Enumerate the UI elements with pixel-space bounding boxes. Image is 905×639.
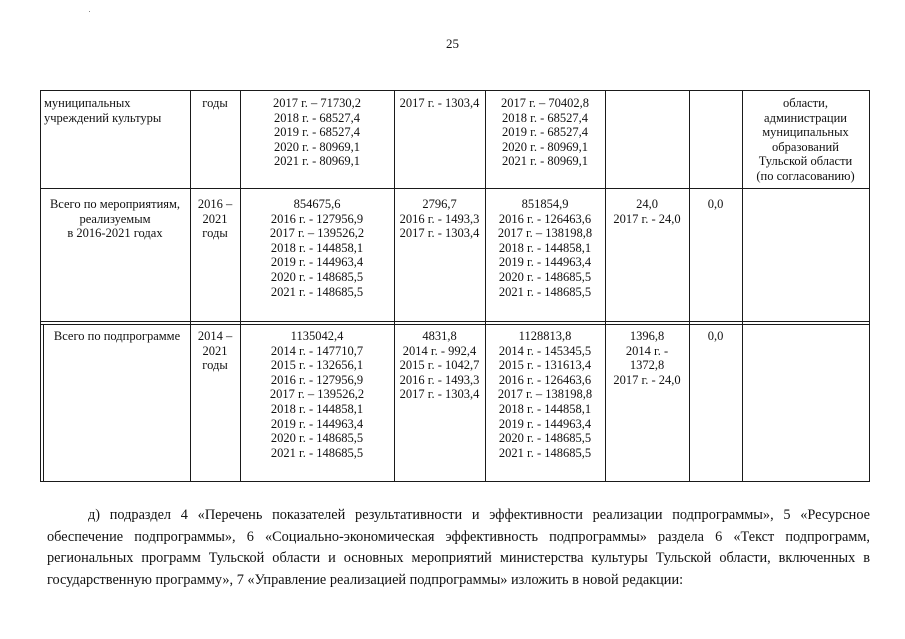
- table-rule: [689, 90, 690, 482]
- row1-regional: 2017 г. – 70402,8 2018 г. - 68527,4 2019 г. - 68527,4 2020 г. - 80969,1 2021 г. - 80969,1: [500, 96, 590, 169]
- paragraph-line: обеспечение подпрограммы», 6 «Социально-экономическая эффективность подпрограммы» раздела 6 «Текст подпрограмм,: [47, 528, 870, 545]
- table-rule: [40, 90, 870, 91]
- table-rule: [40, 90, 41, 482]
- funding-table: [40, 90, 870, 482]
- table-rule: [40, 481, 870, 482]
- scan-speck: [89, 11, 90, 12]
- row2-total: 854675,6 2016 г. - 127956,9 2017 г. – 139526,2 2018 г. - 144858,1 2019 г. - 144963,4 2020 г. - 148685,5 2021 г. - 148685,5: [269, 197, 365, 299]
- paragraph-line: государственную программу», 7 «Управление реализацией подпрограммы» изложить в новой редакции:: [47, 571, 684, 588]
- row3-period: 2014 – 2021 годы: [197, 329, 233, 373]
- row3-total: 1135042,4 2014 г. - 147710,7 2015 г. - 132656,1 2016 г. - 127956,9 2017 г. – 139526,2 2018 г. - 144858,1 2019 г. - 144963,4 2020 г. - 148685,5 2021 г. - 148685,5: [269, 329, 365, 460]
- row2-regional: 851854,9 2016 г. - 126463,6 2017 г. – 138198,8 2018 г. - 144858,1 2019 г. - 144963,4 2020 г. - 148685,5 2021 г. - 148685,5: [497, 197, 593, 299]
- table-rule: [394, 90, 395, 482]
- table-rule: [43, 324, 44, 482]
- row1-period: годы: [202, 96, 228, 110]
- paragraph-line: региональных программ Тульской области и основных мероприятий министерства культуры Тульской области, включенных в: [47, 550, 870, 567]
- table-rule: [190, 90, 191, 482]
- row1-federal: 2017 г. - 1303,4: [399, 96, 480, 110]
- row2-local: 24,0 2017 г. - 24,0: [613, 197, 681, 226]
- row3-name: Всего по подпрограмме: [53, 329, 181, 343]
- table-rule: [40, 324, 870, 325]
- paragraph-line: д) подраздел 4 «Перечень показателей результативности и эффективности реализации подпрограммы», 5 «Ресурсное: [88, 507, 870, 523]
- table-rule: [605, 90, 606, 482]
- row1-name: муниципальных учреждений культуры: [44, 96, 162, 125]
- row3-federal: 4831,8 2014 г. - 992,4 2015 г. - 1042,7 2016 г. - 1493,3 2017 г. - 1303,4: [399, 329, 480, 402]
- page-number: 25: [446, 36, 459, 51]
- row2-name: Всего по мероприятиям, реализуемым в 2016-2021 годах: [49, 197, 181, 241]
- row3-regional: 1128813,8 2014 г. - 145345,5 2015 г. - 131613,4 2016 г. - 126463,6 2017 г. – 138198,8 2018 г. - 144858,1 2019 г. - 144963,4 2020 г. - 148685,5 2021 г. - 148685,5: [497, 329, 593, 460]
- row2-period: 2016 – 2021 годы: [197, 197, 233, 241]
- table-rule: [40, 321, 870, 322]
- row1-total: 2017 г. – 71730,2 2018 г. - 68527,4 2019 г. - 68527,4 2020 г. - 80969,1 2021 г. - 80969,1: [272, 96, 362, 169]
- row1-executor: области, администрации муниципальных образований Тульской области (по согласованию): [756, 96, 855, 183]
- table-rule: [40, 188, 870, 189]
- row2-other: 0,0: [707, 197, 724, 211]
- row3-other: 0,0: [707, 329, 724, 343]
- row2-federal: 2796,7 2016 г. - 1493,3 2017 г. - 1303,4: [399, 197, 480, 241]
- table-rule: [869, 90, 870, 482]
- row3-local: 1396,8 2014 г. - 1372,8 2017 г. - 24,0: [613, 329, 681, 387]
- amendment-paragraph: [47, 505, 870, 591]
